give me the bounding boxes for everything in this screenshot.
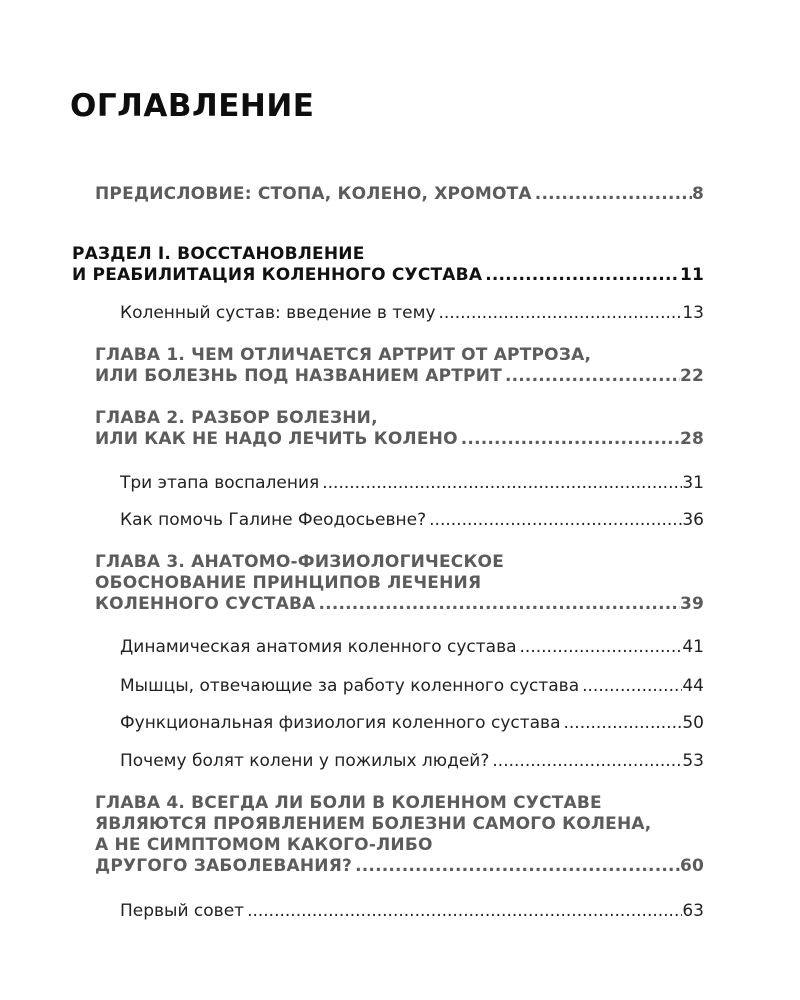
toc-entry-title: РАЗДЕЛ I. ВОССТАНОВЛЕНИЕ: [72, 244, 365, 264]
toc-entry-line: [95, 856, 704, 877]
toc-entry-functional-physiology[interactable]: [120, 712, 704, 734]
toc-entry-title: И РЕАБИЛИТАЦИЯ КОЛЕННОГО СУСТАВА: [72, 265, 483, 285]
toc-entry-dynamic-anatomy[interactable]: [120, 636, 704, 658]
toc-entry-knee-intro[interactable]: [120, 302, 704, 324]
toc-entry-title: Мышцы, отвечающие за работу коленного сустава: [120, 676, 580, 696]
toc-page-number: 50: [682, 713, 704, 733]
toc-entry-line: [72, 244, 704, 265]
toc-entry-line: [120, 302, 704, 324]
dot-leader: [492, 750, 682, 772]
toc-entry-muscles[interactable]: [120, 675, 704, 697]
toc-entry-title: Почему болят колени у пожилых людей?: [120, 751, 490, 771]
toc-entry-title: Первый совет: [120, 901, 245, 921]
dot-leader: [247, 900, 682, 922]
toc-page-number: 36: [682, 510, 704, 530]
toc-page-number: 13: [682, 303, 704, 323]
toc-entry-elderly-knees[interactable]: [120, 750, 704, 772]
dot-leader: [461, 429, 680, 450]
toc-entry-title: Функциональная физиология коленного сустава: [120, 713, 561, 733]
toc-page-number: 63: [682, 901, 704, 921]
dot-leader: [322, 472, 682, 494]
toc-entry-line: [95, 835, 704, 856]
toc-entry-line: [95, 552, 704, 573]
toc-entry-chapter-3[interactable]: [95, 552, 704, 615]
dot-leader: [564, 712, 683, 734]
toc-entry-title: ОБОСНОВАНИЕ ПРИНЦИПОВ ЛЕЧЕНИЯ: [95, 573, 482, 593]
toc-entry-how-to-help[interactable]: [120, 509, 704, 531]
toc-entry-line: [95, 408, 704, 429]
dot-leader: [355, 856, 680, 877]
toc-entry-title: Три этапа воспаления: [120, 473, 320, 493]
toc-entry-title: Как помочь Галине Феодосьевне?: [120, 510, 427, 530]
toc-entry-line: [95, 814, 704, 835]
toc-entry-title: Коленный сустав: введение в тему: [120, 303, 436, 323]
toc-entry-chapter-2[interactable]: [95, 408, 704, 450]
toc-entry-title: ИЛИ КАК НЕ НАДО ЛЕЧИТЬ КОЛЕНО: [95, 429, 458, 449]
toc-entry-section-1[interactable]: [72, 244, 704, 286]
toc-entry-title: ГЛАВА 3. АНАТОМО-ФИЗИОЛОГИЧЕСКОЕ: [95, 552, 505, 572]
toc-page-number: 53: [682, 751, 704, 771]
toc-page-number: 8: [691, 184, 704, 204]
toc-page-number: 22: [679, 366, 704, 386]
toc-entry-chapter-1[interactable]: [95, 345, 704, 387]
toc-page-number: 41: [682, 637, 704, 657]
toc-entry-line: [95, 429, 704, 450]
toc-page-number: 60: [679, 856, 704, 876]
toc-entry-line: [120, 712, 704, 734]
toc-entry-line: [95, 573, 704, 594]
toc-entry-line: [95, 345, 704, 366]
toc-entry-first-advice[interactable]: [120, 900, 704, 922]
dot-leader: [582, 675, 682, 697]
toc-entry-line: [120, 900, 704, 922]
dot-leader: [439, 302, 683, 324]
toc-page-number: 39: [679, 594, 704, 614]
dot-leader: [535, 184, 692, 205]
toc-entry-title: ПРЕДИСЛОВИЕ: СТОПА, КОЛЕНО, ХРОМОТА: [95, 184, 532, 204]
toc-page-number: 31: [682, 473, 704, 493]
toc-page-number: 11: [679, 265, 704, 285]
toc-entry-line: [95, 793, 704, 814]
dot-leader: [505, 366, 680, 387]
toc-entry-title: ЯВЛЯЮТСЯ ПРОЯВЛЕНИЕМ БОЛЕЗНИ САМОГО КОЛЕНА,: [95, 814, 652, 834]
toc-entry-line: [72, 265, 704, 286]
toc-entry-title: А НЕ СИМПТОМОМ КАКОГО-ЛИБО: [95, 835, 433, 855]
dot-leader: [429, 509, 682, 531]
dot-leader: [520, 636, 683, 658]
dot-leader: [319, 594, 680, 615]
toc-entry-preface[interactable]: [95, 184, 704, 205]
toc-entry-title: ГЛАВА 4. ВСЕГДА ЛИ БОЛИ В КОЛЕННОМ СУСТАВЕ: [95, 793, 602, 813]
toc-entry-line: [120, 636, 704, 658]
toc-entry-line: [95, 594, 704, 615]
toc-entry-line: [120, 509, 704, 531]
toc-page-number: 44: [682, 676, 704, 696]
toc-entry-line: [120, 472, 704, 494]
toc-entry-title: КОЛЕННОГО СУСТАВА: [95, 594, 316, 614]
toc-entry-title: ГЛАВА 2. РАЗБОР БОЛЕЗНИ,: [95, 408, 378, 428]
toc-entry-title: Динамическая анатомия коленного сустава: [120, 637, 517, 657]
toc-page-number: 28: [679, 429, 704, 449]
toc-entry-title: ИЛИ БОЛЕЗНЬ ПОД НАЗВАНИЕМ АРТРИТ: [95, 366, 502, 386]
toc-entry-line: [120, 750, 704, 772]
toc-entry-chapter-4[interactable]: [95, 793, 704, 877]
dot-leader: [485, 265, 680, 286]
toc-entry-title: ГЛАВА 1. ЧЕМ ОТЛИЧАЕТСЯ АРТРИТ ОТ АРТРОЗА,: [95, 345, 592, 365]
toc-entry-line: [95, 366, 704, 387]
toc-entry-three-stages[interactable]: [120, 472, 704, 494]
page-title: ОГЛАВЛЕНИЕ: [70, 88, 315, 124]
toc-entry-line: [120, 675, 704, 697]
toc-entry-line: [95, 184, 704, 205]
toc-entry-title: ДРУГОГО ЗАБОЛЕВАНИЯ?: [95, 856, 353, 876]
